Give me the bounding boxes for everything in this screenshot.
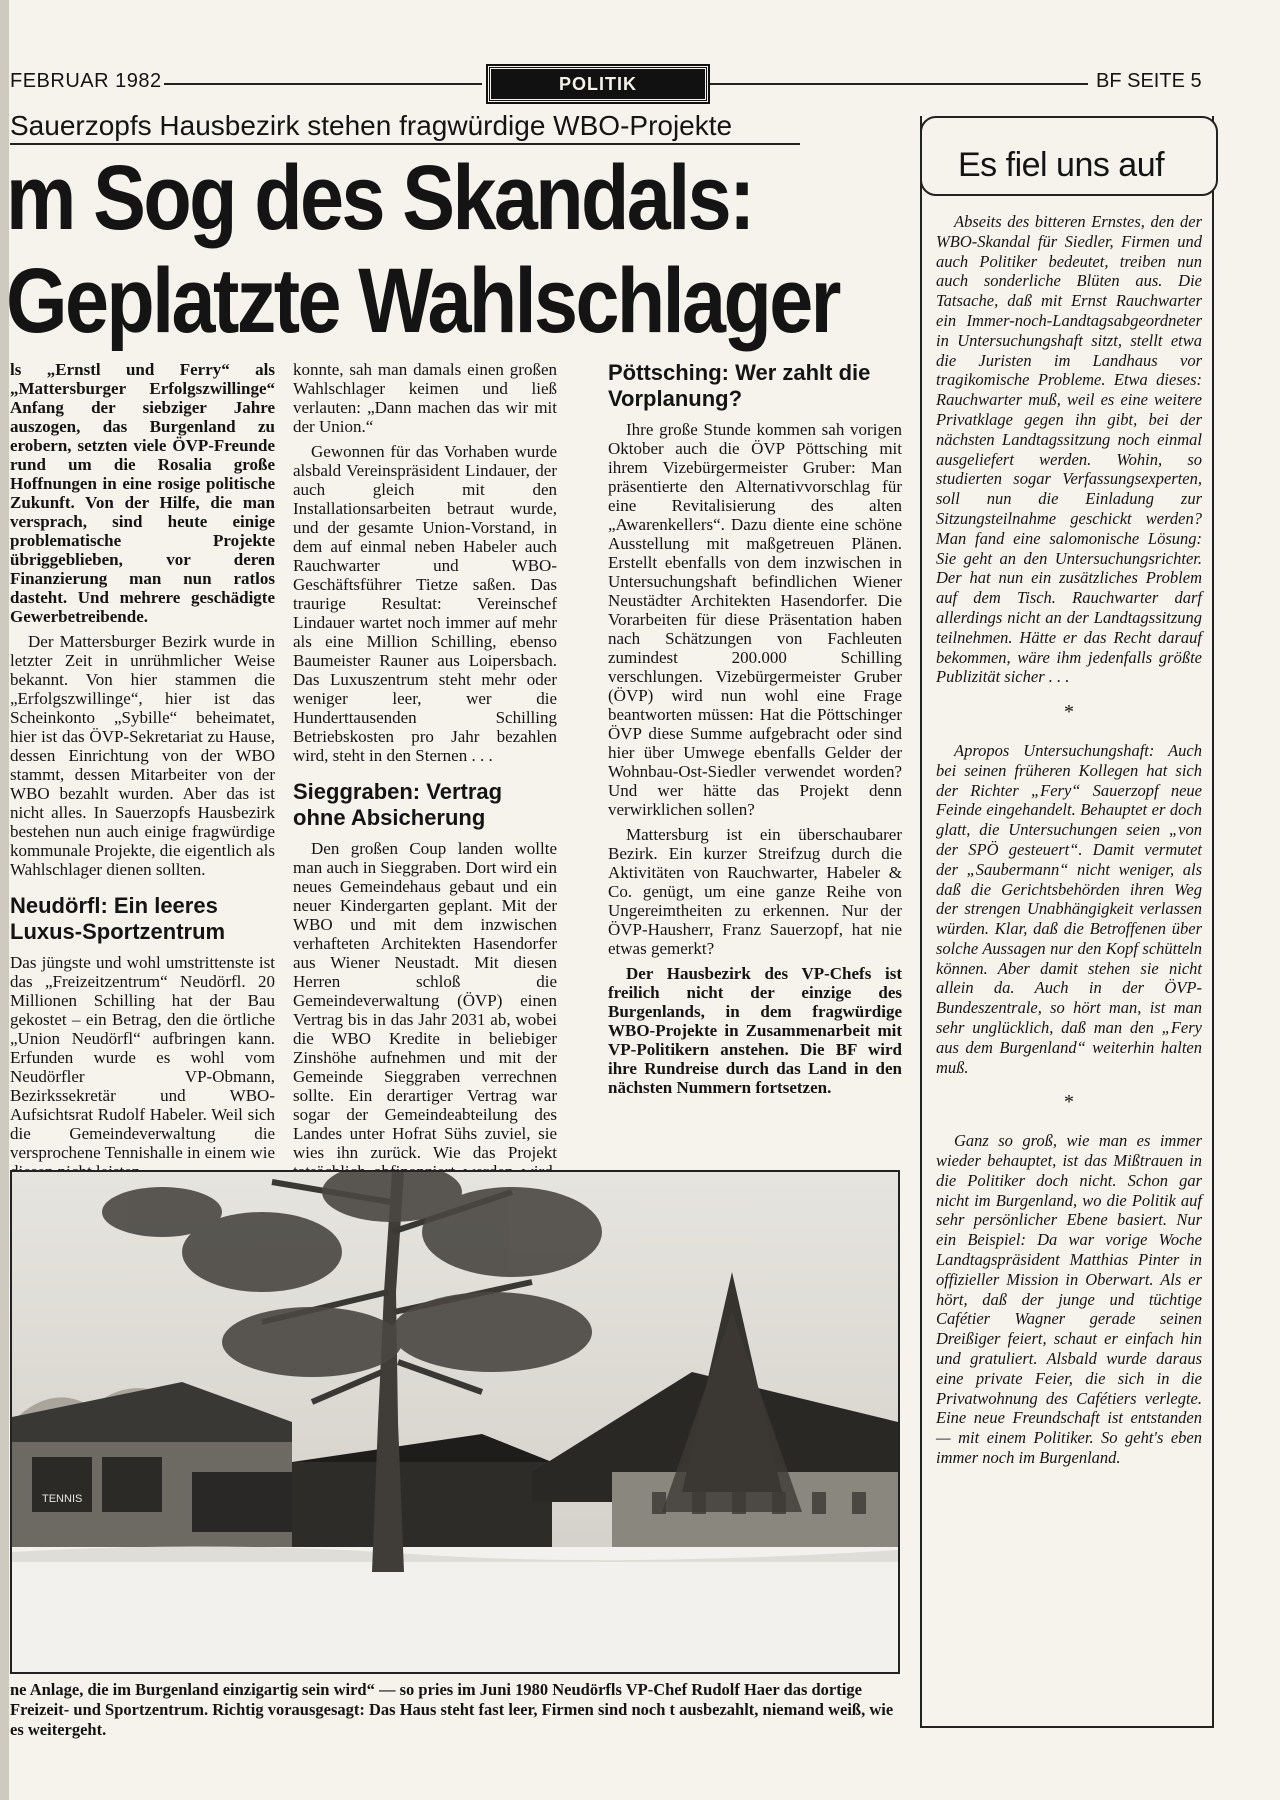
article-paragraph: konnte, sah man damals einen großen Wahlschlager keimen und ließ verlauten: „Dann machen das wir mit der Union.“ — [293, 360, 557, 436]
article-column-1 — [10, 360, 275, 1187]
article-paragraph: Gewonnen für das Vorhaben wurde alsbald Vereinspräsident Lindauer, der auch gleich mit den Installationsarbeiten betraut wurde, und der gesamte Union-Vorstand, in dem auf einmal neben Habeler auch Rauchwarter und WBO-Geschäftsführer Tietze saßen. Das traurige Resultat: Vereinschef Lindauer wartet noch immer auf mehr als eine Million Schilling, ebenso Baumeister Rauner aus Loipersbach. Das Luxuszentrum steht mehr oder weniger leer, wer die Hunderttausenden Schilling Betriebskosten pro Jahr bezahlen wird, steht in den Sternen . . . — [293, 442, 557, 765]
lead-paragraph: ls „Ernstl und Ferry“ als „Mattersburger Erfolgszwillinge“ Anfang der siebziger Jahre auszogen, das Burgenland zu erobern, setzten viele ÖVP-Freunde rund um die Rosalia große Hoffnungen in eine rosige politische Zukunft. Von der Hilfe, die man versprach, sind heute einige problematische Projekte übriggeblieben, vor deren Finanzierung man nun ratlos dasteht. Und mehrere geschädigte Gewerbetreibende. — [10, 360, 275, 626]
tennis-sign: TENNIS — [42, 1493, 83, 1505]
section-label: POLITIK — [488, 66, 708, 102]
article-paragraph: Das jüngste und wohl umstrittenste ist das „Freizeitzentrum“ Neudörfl. 20 Millionen Schilling hat der Bau gekostet – ein Betrag, den die örtliche „Union Neudörfl“ aufbringen kann. Erfunden wurde es wohl vom Neudörfler VP-Obmann, Bezirkssekretär und WBO-Aufsichtsrat Rudolf Habeler. Weil sich die Gemeindeverwaltung die versprochene Tennishalle in einem wie — [10, 953, 275, 1162]
article-column-2 — [293, 360, 557, 1206]
kicker-rule — [10, 143, 800, 145]
closing-note: Der Hausbezirk des VP-Chefs ist freilich nicht der einzige des Burgenlands, in dem fragwürdige WBO-Projekte in Zusammenarbeit mit VP-Politikern anstehen. Die BF wird ihre Rundreise durch das Land in den nächsten Nummern fortsetzen. — [608, 964, 902, 1097]
news-photo — [10, 1170, 900, 1674]
subheading-poettsching: Pöttsching: Wer zahlt die Vorplanung? — [608, 360, 871, 411]
separator-star: * — [1064, 1091, 1074, 1114]
headline-line-2: Geplatzte Wahlschlager — [6, 250, 839, 352]
article-column-3 — [608, 360, 902, 1103]
sidebar-paragraph: Abseits des bitteren Ernstes, den der WBO-Skandal für Siedler, Firmen und auch Politiker bedeutet, treiben nun auch sonderliche Blüten aus. Die Tatsache, daß mit Ernst Rauchwarter ein Immer-noch-Landtagsabgeordneter in Untersuchungshaft sitzt, stellt etwa die Juristen im Landhaus vor tragikomische Probleme. Etwa dieses: Rauchwarter muß, weil es eine weitere Privatklage gegen ihn gibt, bei der nächsten Landtagssitzung noch einmal ausgeliefert werden. Wohin, so studierten sogar Verfassungsexperten, soll nun die Einladung zur Sitzungsteilnahme geschickt werden? Man fand eine salomonische Lösung: Sie geht an den Untersuchungsrichter. Der hat nun ein zusätzliches Problem auf dem Tisch. Rauchwarter darf allerdings nicht an der Landtagssitzung teilnehmen. Hätte er das Recht darauf bekommen, wäre ihm jedenfalls größte Publizität sicher . . . — [936, 212, 1202, 687]
headline-line-1: m Sog des Skandals: — [6, 147, 753, 249]
sidebar-title: Es fiel uns auf — [958, 146, 1165, 184]
page-number: BF SEITE 5 — [1096, 70, 1202, 92]
article-paragraph: Ihre große Stunde kommen sah vorigen Oktober auch die ÖVP Pöttsching mit ihrem Vizebürgermeister Gruber: Man präsentierte den Alternativvorschlag für eine Revitalisierung des alten „Awarenkellers“. Dazu diente eine schöne Ausstellung mit maßgetreuen Plänen. Erstellt ebenfalls von dem inzwischen in Untersuchungshaft befindlichen Wiener Neustädter Architekten Hasendorfer. Die Vorarbeiten für diese Präsentation haben nach Schätzungen von Fachleuten zumindest 200.000 Schilling verschlungen. Vizebürgermeister Gruber (ÖVP) wird nun wohl eine Frage beantworten müssen: Hat die Pöttschinger ÖVP diese Summe aufgebracht oder sind hier über Umwege ebenfalls Gelder der Wohnbau-Ost-Siedler verwendet worden? Und wer hätte das Projekt denn verwirklichen sollen? — [608, 420, 902, 819]
photo-illustration — [12, 1172, 898, 1672]
sidebar-paragraph: Ganz so groß, wie man es immer wieder behauptet, ist das Mißtrauen in die Politiker doch nicht. Schon gar nicht im Burgenland, wo die Politik auf sehr persönlicher Ebene basiert. Nur ein Beispiel: Da war vorige Woche Landtagspräsident Matthias Pinter in offizieller Mission in Oberwart. Als er hört, daß der junge und tüchtige Cafétier Wagner gerade seinen Dreißiger feiert, schaut er einfach hin und gratuliert. Alsbald wurde daraus eine private Feier, die sich in die Privatwohnung des Cafétiers verlegte. Eine neue Freundschaft ist entstanden — mit einem Politiker. So geht's eben immer noch im Burgenland. — [936, 1131, 1202, 1468]
sidebar-paragraph: Apropos Untersuchungshaft: Auch bei seinen früheren Kollegen hat sich der Richter „Fery“ Sauerzopf neue Feinde eingehandelt. Behauptet er doch glatt, die Untersuchungen seien „von der SPÖ gesteuert“. Damit vermutet der „Saubermann“ nicht weniger, als daß die Gerichtsbehörden ihren Weg der strengen Unabhängigkeit verlassen würden. Klar, daß die Betroffenen über solche Aussagen nur den Kopf schütteln können. Aber damit stehen sie nicht allein da. Auch in der ÖVP-Bundeszentrale, so hört man, ist man sehr unglücklich, daß man den „Fery aus dem Burgenland“ weiterhin halten muß. — [936, 740, 1202, 1077]
header-rule-right — [710, 83, 1088, 85]
sidebar-body — [936, 212, 1202, 1468]
article-paragraph: Mattersburg ist ein überschaubarer Bezirk. Ein kurzer Streifzug durch die Aktivitäten von Rauchwarter, Habeler & Co. genügt, um eine ganze Reihe von Ungereimtheiten zu erkennen. Nur der ÖVP-Hausherr, Franz Sauerzopf, hat nie etwas gemerkt? — [608, 825, 902, 958]
photo-caption: ne Anlage, die im Burgenland einzigartig sein wird“ — so pries im Juni 1980 Neudörfls VP-Chef Rudolf Haer das dortige Freizeit- und Sportzentrum. Richtig vorausgesagt: Das Haus steht fast leer, Firmen sind noch t ausbezahlt, niemand weiß, wie es weitergeht. — [10, 1680, 894, 1739]
separator-star: * — [1064, 701, 1074, 724]
kicker: Sauerzopfs Hausbezirk stehen fragwürdige WBO-Projekte — [10, 110, 733, 141]
article-paragraph: Den großen Coup landen wollte man auch in Sieggraben. Dort wird ein neues Gemeindehaus gebaut und ein neuer Kindergarten geplant. Mit der WBO und mit dem inzwischen verhafteten Architekten Hasendorfer aus Wiener Neustadt. Mit diesen Herren schloß die Gemeindeverwaltung (ÖVP) einen Vertrag bis in das Jahr 2031 ab, wobei die WBO Kredite in beliebiger Zinshöhe aufnehmen und mit der Gemeinde Sieggraben verrechnen sollte. Ein derartiger Vertrag war sogar der Gemeindeabteilung des Landes unter Hofrat Sühs zuviel, sie wies ihn zurück. Wie das Projekt — [293, 839, 557, 1162]
article-paragraph: Der Mattersburger Bezirk wurde in letzter Zeit in unrühmlicher Weise bekannt. Von hier stammen die „Erfolgszwillinge“, hier ist das Scheinkonto „Sybille“ beheimatet, hier ist das ÖVP-Sekretariat zu Hause, dessen Einrichtung von der WBO stammt, dessen Mitarbeiter von der WBO bezahlt wurden. Aber das ist nicht alles. In Sauerzopfs Hausbezirk bestehen nun auch einige fragwürdige kommunale Projekte, die eigentlich als Wahlschlager dienen sollten. — [10, 632, 275, 879]
header-rule-left — [164, 83, 482, 85]
subheading-sieggraben: Sieggraben: Vertrag ohne Absicherung — [293, 779, 503, 830]
issue-date: FEBRUAR 1982 — [10, 70, 162, 92]
subheading-neudoerfl: Neudörfl: Ein leeres Luxus-Sportzentrum — [10, 893, 226, 944]
